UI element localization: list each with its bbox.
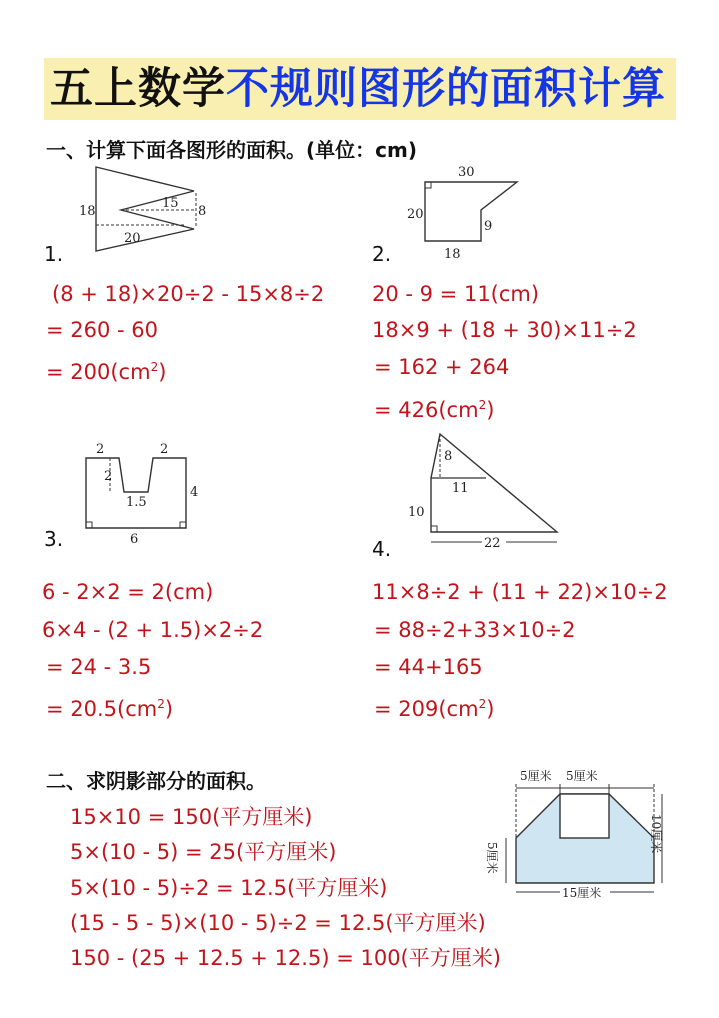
q2-number: 2. xyxy=(372,242,392,266)
q3-number: 3. xyxy=(44,527,64,551)
q4-line-4-text: = 209(cm xyxy=(374,697,479,721)
q3-line-4-close: ) xyxy=(164,697,174,721)
q4-line-1: 11×8÷2 + (11 + 22)×10÷2 xyxy=(372,580,668,604)
q1-label-mid: 15 xyxy=(162,196,179,211)
q1-line-1: (8 + 18)×20÷2 - 15×8÷2 xyxy=(52,282,325,306)
q3-label-topleft: 2 xyxy=(96,442,105,457)
q1-shape xyxy=(96,167,194,251)
q1-label-bottom: 20 xyxy=(124,231,141,246)
s2-line-3: 5×(10 - 5)÷2 = 12.5(平方厘米) xyxy=(70,876,388,900)
q1-line-3 xyxy=(46,353,166,386)
q3-line-4-sup: 2 xyxy=(157,697,165,711)
q2-line-3: = 162 + 264 xyxy=(374,355,510,379)
page-title xyxy=(50,60,666,118)
q2-line-4-text: = 426(cm xyxy=(374,398,479,422)
q2-label-left: 20 xyxy=(407,207,424,222)
q2-right-angle xyxy=(425,182,431,188)
q3-figure xyxy=(80,440,205,550)
q4-figure xyxy=(402,428,567,554)
q2-line-4 xyxy=(374,391,494,424)
q2-label-top: 30 xyxy=(458,165,475,180)
title-part-2: 不规则图形的面积计算 xyxy=(226,64,666,114)
q2-figure xyxy=(402,162,527,262)
label-bottom: 15厘米 xyxy=(562,886,602,900)
q3-line-4 xyxy=(46,690,173,723)
q3-line-4-text: = 20.5(cm xyxy=(46,697,158,721)
shaded-figure xyxy=(480,762,670,902)
q4-line-4-close: ) xyxy=(486,697,495,721)
label-left: 5厘米 xyxy=(485,842,499,874)
q1-line-3-close: ) xyxy=(158,360,167,384)
q1-figure xyxy=(76,163,226,255)
q4-label-mid: 11 xyxy=(452,481,469,496)
q3-label-topright: 2 xyxy=(160,442,169,457)
q3-line-1: 6 - 2×2 = 2(cm) xyxy=(42,580,214,604)
q1-line-2: = 260 - 60 xyxy=(46,318,159,342)
s2-line-2: 5×(10 - 5) = 25(平方厘米) xyxy=(70,840,337,864)
q4-label-height-top: 8 xyxy=(444,449,453,464)
q1-number: 1. xyxy=(44,242,64,266)
q2-line-2: 18×9 + (18 + 30)×11÷2 xyxy=(372,318,637,342)
q1-label-left: 18 xyxy=(79,204,96,219)
s2-line-1: 15×10 = 150(平方厘米) xyxy=(70,805,313,829)
q2-shape xyxy=(425,182,517,241)
q4-label-bottom: 22 xyxy=(484,536,501,551)
q2-line-1: 20 - 9 = 11(cm) xyxy=(372,282,540,306)
q2-label-bottom: 18 xyxy=(444,247,461,262)
q1-line-3-sup: 2 xyxy=(150,360,159,374)
title-part-1: 五上数学 xyxy=(50,64,226,114)
q2-line-4-sup: 2 xyxy=(478,398,487,412)
q4-line-3: = 44+165 xyxy=(374,655,483,679)
label-top-right: 5厘米 xyxy=(566,769,598,783)
q4-line-4-sup: 2 xyxy=(478,697,487,711)
q3-right-angle-left xyxy=(86,522,92,528)
q2-label-right: 9 xyxy=(484,219,493,234)
q2-line-4-close: ) xyxy=(486,398,495,422)
q3-line-2: 6×4 - (2 + 1.5)×2÷2 xyxy=(42,618,264,642)
q3-shape xyxy=(86,458,186,528)
q3-line-3: = 24 - 3.5 xyxy=(46,655,152,679)
q4-line-2: = 88÷2+33×10÷2 xyxy=(374,618,576,642)
q3-label-depth: 2 xyxy=(104,469,113,484)
label-top-left: 5厘米 xyxy=(520,769,552,783)
q3-label-notch: 1.5 xyxy=(126,495,147,510)
q3-label-bottom: 6 xyxy=(130,532,139,547)
unshaded-square xyxy=(560,794,609,838)
s2-line-5: 150 - (25 + 12.5 + 12.5) = 100(平方厘米) xyxy=(70,946,501,970)
q4-number: 4. xyxy=(372,537,392,561)
s2-line-4: (15 - 5 - 5)×(10 - 5)÷2 = 12.5(平方厘米) xyxy=(70,911,486,935)
label-right: 10厘米 xyxy=(649,814,663,854)
q4-right-angle xyxy=(431,526,437,532)
q3-label-right: 4 xyxy=(190,485,199,500)
q1-line-3-text: = 200(cm xyxy=(46,360,151,384)
q1-label-right: 8 xyxy=(198,204,207,219)
q4-label-left: 10 xyxy=(408,505,425,520)
q4-line-4 xyxy=(374,690,494,723)
q3-right-angle-right xyxy=(180,522,186,528)
section-2-heading: 二、求阴影部分的面积。 xyxy=(46,769,266,793)
section-1-heading: 一、计算下面各图形的面积。(单位：cm) xyxy=(46,138,417,162)
